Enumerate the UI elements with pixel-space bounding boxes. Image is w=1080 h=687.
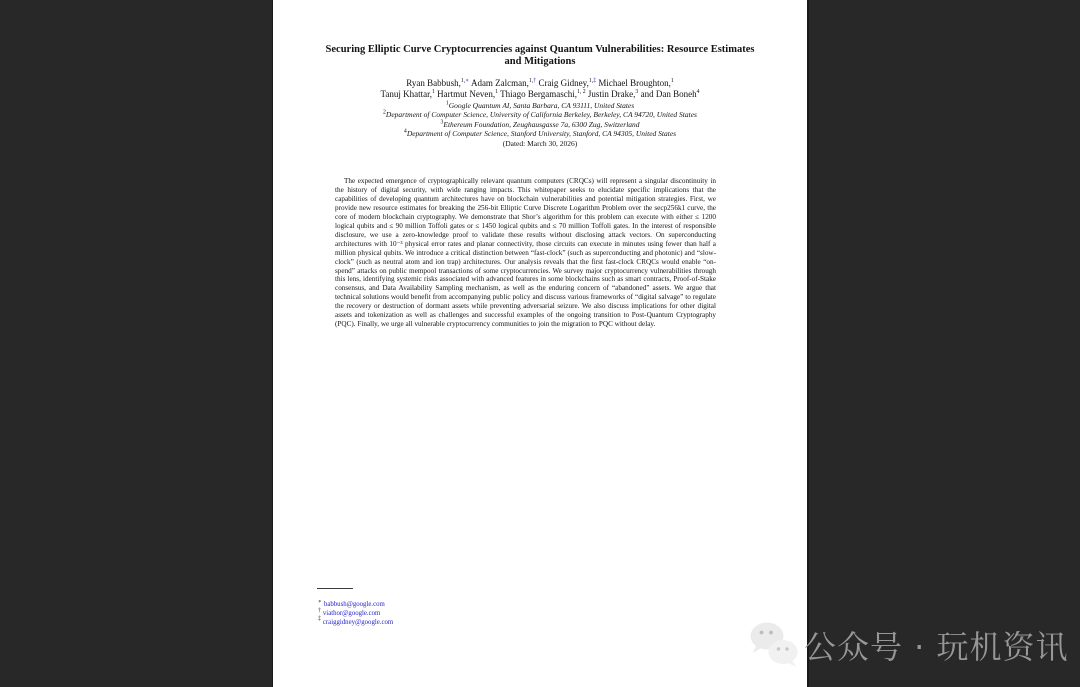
paper-title xyxy=(273,44,807,68)
affiliation-sup: 3 xyxy=(635,88,639,95)
affiliation-number: 3 xyxy=(440,119,444,126)
watermark-text: 公众号 · 玩机资讯 xyxy=(804,628,1069,666)
affiliation-line xyxy=(273,129,807,138)
affiliation-text: Ethereum Foundation, Zeughausgasse 7a, 6300 Zug, Switzerland xyxy=(443,119,640,129)
affiliation-text: Department of Computer Science, University of California Berkeley, Berkeley, CA 94720, United States xyxy=(385,110,697,120)
affiliation-sup: 4 xyxy=(696,88,700,95)
footnote-marker-link[interactable]: † xyxy=(533,78,537,84)
author-line xyxy=(273,89,807,100)
affiliation-sup: 1 xyxy=(670,78,674,84)
footnote-line xyxy=(318,616,394,628)
footnote-marker-link[interactable]: ∗ xyxy=(465,78,470,84)
affiliation-sup: 1, xyxy=(528,78,534,84)
footnote-marker: ‡ xyxy=(318,616,321,623)
author-name: Michael Broughton, xyxy=(596,78,671,88)
footnote-line xyxy=(318,607,393,619)
author-name: Tanuj Khattar, xyxy=(380,88,433,99)
author-name: Craig Gidney, xyxy=(536,78,589,88)
footnote-line xyxy=(318,598,393,610)
footnote-marker-link[interactable]: ‡ xyxy=(593,78,597,84)
abstract-text: The expected emergence of cryptographically relevant quantum computers (CRQCs) will represent a singular discontinuity in the history of digital security, with wide ranging impacts. This whitepaper seeks to elucidate specific implications that the capabilities of developing quantum architectures have on blockchain vulnerabilities and potential mitigation strategies. First, we provide new resource estimates for breaking the 256-bit Elliptic Curve Discrete Logarithm Problem over the secp256k1 curve, the core of modern blockchain cryptography. We demonstrate that Shor’s algorithm for this problem can execute with either ≤ 1200 logical qubits and ≤ 90 million Toffoli gates or ≤ 1450 logical qubits and ≤ 70 million Toffoli gates. In the interest of responsible disclosure, we use a zero-knowledge proof to validate these results without disclosing attack vectors. On superconducting architectures with 10⁻³ physical error rates and planar connectivity, those circuits can execute in minutes using fewer than half a million physical qubits. We introduce a critical distinction between “fast-clock” (such as superconducting and photonic) and “slow-clock” (such as neutral atom and ion trap) architectures. Our analysis reveals that the first fast-clock CRQCs would enable “on-spend” attacks on public mempool transactions of some cryptocurrencies. We survey major cryptocurrency vulnerabilities through this lens, identifying systemic risks associated with advanced features in some blockchains such as smart contracts, Proof-of-Stake consensus, and Data Availability Sampling mechanism, as well as the enduring concern of “abandoned” assets. We argue that technical solutions would benefit from accompanying public policy and discuss various frameworks of “digital salvage” to regulate the recovery or destruction of dormant assets while preventing adversarial seizure. We also discuss implications for other digital assets and tokenization as well as challenges and successful examples of the ongoing transition to Post-Quantum Cryptography (PQC). Finally, we urge all vulnerable cryptocurrency communities to join the migration to PQC without delay. xyxy=(335,177,716,329)
affiliation-text: Google Quantum AI, Santa Barbara, CA 93111, United States xyxy=(448,101,635,110)
affiliation-sup: 1, xyxy=(588,78,594,84)
author-name: Justin Drake, xyxy=(585,88,636,99)
author-block xyxy=(273,78,807,100)
wechat-icon xyxy=(746,619,802,671)
watermark xyxy=(746,617,1069,673)
affiliation-sup: 1, 2 xyxy=(576,88,586,95)
author-name: and Dan Boneh xyxy=(638,88,697,99)
author-name: Adam Zalcman, xyxy=(469,78,529,88)
affiliation-line xyxy=(273,110,807,119)
author-line xyxy=(273,78,807,89)
author-name: Ryan Babbush, xyxy=(406,78,461,88)
footnote-list xyxy=(318,598,394,627)
footnote-rule xyxy=(317,588,353,589)
affiliation-line xyxy=(273,120,807,129)
affiliation-number: 4 xyxy=(403,128,407,135)
paper-page xyxy=(273,0,807,687)
affiliation-block xyxy=(273,101,807,139)
affiliation-sup: 1 xyxy=(495,88,499,95)
footnote-email-link[interactable]: viathor@google.com xyxy=(322,609,381,617)
footnote-marker: ∗ xyxy=(318,598,322,605)
affiliation-sup: 1, xyxy=(460,78,466,84)
affiliation-sup: 1 xyxy=(432,88,435,95)
footnote-marker: † xyxy=(318,607,321,614)
footnote-email-link[interactable]: babbush@google.com xyxy=(323,601,385,608)
affiliation-number: 2 xyxy=(383,109,386,116)
affiliation-line xyxy=(273,101,807,110)
author-name: Hartmut Neven, xyxy=(434,88,496,99)
footnote-email-link[interactable]: craiggidney@google.com xyxy=(322,618,394,626)
affiliation-text: Department of Computer Science, Stanford University, Stanford, CA 94305, United States xyxy=(406,129,677,139)
dated-line: (Dated: March 30, 2026) xyxy=(502,139,578,148)
affiliation-number: 1 xyxy=(445,100,449,107)
author-name: Thiago Bergamaschi, xyxy=(498,88,577,99)
paper-title-text: Securing Elliptic Curve Cryptocurrencies against Quantum Vulnerabilities: Resource Estimates and Mitigations xyxy=(325,44,755,67)
